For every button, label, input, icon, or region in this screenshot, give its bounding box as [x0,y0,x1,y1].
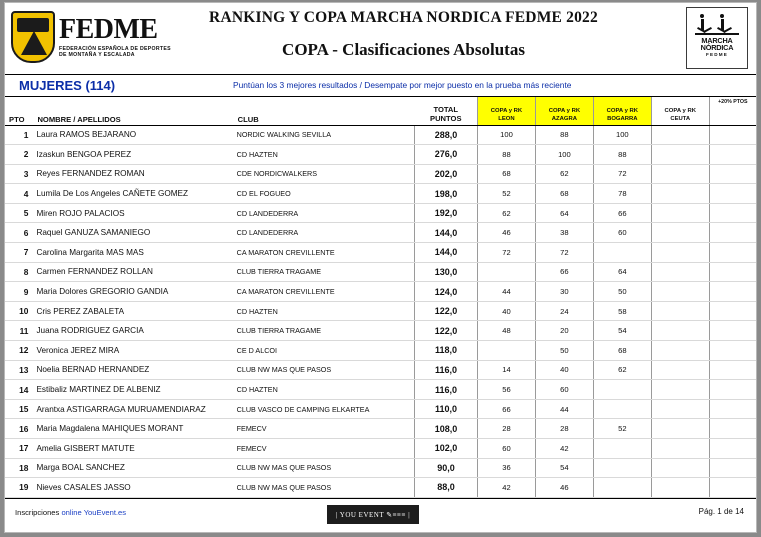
col-header-bonus: +20% PTOS [709,97,756,125]
marcha-nordica-logo [686,7,748,69]
row-bonus-points [709,478,756,498]
row-position: 19 [5,478,33,498]
row-bonus-points [709,282,756,302]
col-header-event-1 [478,97,536,125]
row-event-2-points: 30 [535,282,593,302]
row-event-3-points: 50 [593,282,651,302]
table-row [5,243,756,263]
table-row [5,321,756,341]
row-event-1-points: 42 [478,478,536,498]
row-club: CE D ALCOI [234,341,415,361]
row-position: 10 [5,301,33,321]
table-row [5,125,756,145]
event-2-line1: COPA y RK [548,107,581,114]
row-total-points: 192,0 [415,203,478,223]
col-header-total [415,97,478,125]
category-label: MUJERES (114) [19,78,116,93]
row-total-points: 116,0 [415,360,478,380]
row-event-3-points: 62 [593,360,651,380]
category-band [5,75,756,97]
row-bonus-points [709,399,756,419]
row-club: CLUB NW MAS QUE PASOS [234,458,415,478]
results-table [5,97,756,498]
row-bonus-points [709,145,756,165]
row-club: CD EL FOGUEO [234,184,415,204]
row-event-1-points: 68 [478,164,536,184]
row-event-4-points [651,223,709,243]
row-event-2-points: 42 [535,439,593,459]
row-total-points: 130,0 [415,262,478,282]
document-header [5,3,756,75]
col-header-club: CLUB [234,97,415,125]
row-event-2-points: 46 [535,478,593,498]
row-athlete-name: Laura RAMOS BEJARANO [33,125,233,145]
row-event-4-points [651,360,709,380]
row-event-3-points [593,478,651,498]
row-event-2-points: 64 [535,203,593,223]
mn-line1: MARCHA [701,36,733,45]
row-total-points: 116,0 [415,380,478,400]
page-number: Pág. 1 de 14 [698,507,744,516]
row-club: CLUB NW MAS QUE PASOS [234,360,415,380]
table-row [5,223,756,243]
row-position: 13 [5,360,33,380]
row-club: CA MARATON CREVILLENTE [234,282,415,302]
mn-line2: NÓRDICA [700,43,734,53]
row-club: CA MARATON CREVILLENTE [234,243,415,263]
row-event-4-points [651,243,709,263]
row-event-1-points: 56 [478,380,536,400]
row-athlete-name: Amelia GISBERT MATUTE [33,439,233,459]
row-bonus-points [709,243,756,263]
table-row [5,360,756,380]
row-event-2-points: 20 [535,321,593,341]
row-event-1-points: 66 [478,399,536,419]
row-position: 3 [5,164,33,184]
row-event-2-points: 54 [535,458,593,478]
row-total-points: 144,0 [415,243,478,263]
row-athlete-name: Carolina Margarita MAS MAS [33,243,233,263]
row-bonus-points [709,360,756,380]
row-total-points: 198,0 [415,184,478,204]
row-total-points: 118,0 [415,341,478,361]
table-row [5,439,756,459]
row-event-1-points [478,341,536,361]
row-event-1-points [478,262,536,282]
row-event-4-points [651,262,709,282]
row-bonus-points [709,439,756,459]
row-position: 12 [5,341,33,361]
results-table-wrapper [5,97,756,498]
row-bonus-points [709,203,756,223]
row-event-4-points [651,125,709,145]
row-athlete-name: Maria Magdalena MAHIQUES MORANT [33,419,233,439]
row-event-2-points: 60 [535,380,593,400]
row-event-1-points: 36 [478,458,536,478]
row-club: FEMECV [234,419,415,439]
row-event-3-points: 68 [593,341,651,361]
row-athlete-name: Raquel GANUZA SAMANIEGO [33,223,233,243]
row-athlete-name: Arantxa ASTIGARRAGA MURUAMENDIARAZ [33,399,233,419]
row-position: 11 [5,321,33,341]
row-event-4-points [651,164,709,184]
row-event-3-points: 66 [593,203,651,223]
table-header-row [5,97,756,125]
table-row [5,341,756,361]
row-event-4-points [651,478,709,498]
row-event-4-points [651,419,709,439]
table-row [5,380,756,400]
row-event-4-points [651,399,709,419]
row-event-1-points: 14 [478,360,536,380]
event-1-line2: LEON [498,115,515,122]
marcha-nordica-wordmark [701,37,734,58]
row-club: CLUB TIERRA TRAGAME [234,262,415,282]
table-row [5,419,756,439]
fedme-wordmark: FEDME [59,14,158,45]
col-header-total-line2: PUNTOS [430,114,462,124]
col-header-name: NOMBRE / APELLIDOS [33,97,233,125]
row-event-3-points: 58 [593,301,651,321]
fedme-logo-subtitle: FEDERACIÓN ESPAÑOLA DE DEPORTES DE MONTAÑA Y ESCALADA [59,46,171,58]
event-3-line1: COPA y RK [606,107,639,114]
row-total-points: 276,0 [415,145,478,165]
col-header-event-4 [651,97,709,125]
row-event-3-points: 60 [593,223,651,243]
row-event-3-points [593,380,651,400]
row-event-3-points [593,458,651,478]
row-athlete-name: Lumila De Los Angeles CAÑETE GOMEZ [33,184,233,204]
row-bonus-points [709,321,756,341]
row-event-2-points: 100 [535,145,593,165]
row-club: CD LANDEDERRA [234,203,415,223]
row-event-3-points: 88 [593,145,651,165]
row-event-4-points [651,439,709,459]
row-club: CD HAZTEN [234,301,415,321]
header-titles [181,9,626,60]
row-position: 2 [5,145,33,165]
row-athlete-name: Cris PEREZ ZABALETA [33,301,233,321]
row-event-3-points: 52 [593,419,651,439]
table-row [5,282,756,302]
row-event-1-points: 72 [478,243,536,263]
row-club: CLUB NW MAS QUE PASOS [234,478,415,498]
row-event-3-points: 78 [593,184,651,204]
row-event-2-points: 66 [535,262,593,282]
row-event-1-points: 52 [478,184,536,204]
row-event-4-points [651,184,709,204]
col-header-total-line1: TOTAL [433,104,459,114]
row-event-1-points: 44 [478,282,536,302]
footer-inscriptions [15,508,126,517]
row-athlete-name: Maria Dolores GREGORIO GANDIA [33,282,233,302]
youevent-badge: | YOU EVENT ✎≡≡≡ | [327,505,419,524]
row-event-1-points: 48 [478,321,536,341]
row-athlete-name: Juana RODRIGUEZ GARCIA [33,321,233,341]
row-bonus-points [709,262,756,282]
row-event-2-points: 44 [535,399,593,419]
row-event-4-points [651,321,709,341]
table-row [5,164,756,184]
row-club: CD HAZTEN [234,145,415,165]
row-athlete-name: Izaskun BENGOA PEREZ [33,145,233,165]
row-event-2-points: 38 [535,223,593,243]
fedme-logo [11,7,171,67]
row-total-points: 144,0 [415,223,478,243]
row-event-2-points: 28 [535,419,593,439]
row-total-points: 122,0 [415,301,478,321]
row-event-3-points: 54 [593,321,651,341]
row-athlete-name: Estibaliz MARTINEZ DE ALBENIZ [33,380,233,400]
document-page [4,2,757,533]
row-athlete-name: Carmen FERNANDEZ ROLLAN [33,262,233,282]
document-subtitle: COPA - Clasificaciones Absolutas [282,40,525,59]
document-footer [5,498,756,532]
row-club: CD LANDEDERRA [234,223,415,243]
event-4-line1: COPA y RK [664,107,696,114]
row-bonus-points [709,164,756,184]
row-bonus-points [709,458,756,478]
row-event-1-points: 46 [478,223,536,243]
row-club: FEMECV [234,439,415,459]
row-bonus-points [709,184,756,204]
row-position: 9 [5,282,33,302]
row-event-3-points: 100 [593,125,651,145]
row-event-4-points [651,301,709,321]
row-event-1-points: 62 [478,203,536,223]
row-total-points: 202,0 [415,164,478,184]
row-event-2-points: 24 [535,301,593,321]
event-4-line2: CEUTA [670,115,691,122]
row-position: 7 [5,243,33,263]
row-bonus-points [709,380,756,400]
row-total-points: 288,0 [415,125,478,145]
col-header-event-2 [535,97,593,125]
row-total-points: 108,0 [415,419,478,439]
row-event-4-points [651,380,709,400]
row-event-4-points [651,203,709,223]
row-club: CLUB TIERRA TRAGAME [234,321,415,341]
youevent-link[interactable]: online YouEvent.es [61,508,127,517]
event-1-line1: COPA y RK [490,107,523,114]
mn-fedme-label: FEDME [705,51,729,57]
table-body [5,125,756,497]
row-club: CD HAZTEN [234,380,415,400]
row-club: NORDIC WALKING SEVILLA [234,125,415,145]
table-row [5,458,756,478]
row-bonus-points [709,223,756,243]
row-event-4-points [651,341,709,361]
row-event-2-points: 62 [535,164,593,184]
row-position: 6 [5,223,33,243]
row-event-1-points: 88 [478,145,536,165]
row-bonus-points [709,125,756,145]
row-athlete-name: Miren ROJO PALACIOS [33,203,233,223]
row-event-4-points [651,458,709,478]
table-row [5,399,756,419]
row-total-points: 90,0 [415,458,478,478]
row-club: CDE NORDICWALKERS [234,164,415,184]
row-event-4-points [651,282,709,302]
table-row [5,478,756,498]
row-total-points: 124,0 [415,282,478,302]
row-event-3-points: 64 [593,262,651,282]
row-position: 18 [5,458,33,478]
row-total-points: 122,0 [415,321,478,341]
row-position: 15 [5,399,33,419]
col-header-pto: PTO [5,97,33,125]
row-athlete-name: Marga BOAL SANCHEZ [33,458,233,478]
row-athlete-name: Noelia BERNAD HERNANDEZ [33,360,233,380]
row-event-1-points: 28 [478,419,536,439]
document-title: RANKING Y COPA MARCHA NORDICA FEDME 2022 [209,9,598,26]
table-row [5,203,756,223]
row-athlete-name: Veronica JEREZ MIRA [33,341,233,361]
row-event-3-points [593,439,651,459]
row-bonus-points [709,419,756,439]
row-event-2-points: 72 [535,243,593,263]
row-event-2-points: 68 [535,184,593,204]
row-club: CLUB VASCO DE CAMPING ELKARTEA [234,399,415,419]
row-bonus-points [709,341,756,361]
row-position: 4 [5,184,33,204]
footer-text-prefix: Inscripciones [15,508,60,517]
row-athlete-name: Nieves CASALES JASSO [33,478,233,498]
table-row [5,145,756,165]
event-3-line2: BOGARRA [607,115,638,122]
row-event-3-points: 72 [593,164,651,184]
row-athlete-name: Reyes FERNANDEZ ROMAN [33,164,233,184]
row-event-1-points: 60 [478,439,536,459]
table-head [5,97,756,125]
row-position: 5 [5,203,33,223]
row-position: 1 [5,125,33,145]
row-position: 16 [5,419,33,439]
table-row [5,184,756,204]
row-event-2-points: 40 [535,360,593,380]
table-row [5,301,756,321]
fedme-shield-icon [11,11,55,63]
row-position: 8 [5,262,33,282]
row-total-points: 88,0 [415,478,478,498]
row-event-3-points [593,399,651,419]
nordic-walker-icon [694,11,740,37]
row-total-points: 110,0 [415,399,478,419]
row-bonus-points [709,301,756,321]
table-row [5,262,756,282]
row-event-3-points [593,243,651,263]
col-header-event-3 [593,97,651,125]
event-2-line2: AZAGRA [551,115,577,122]
row-position: 17 [5,439,33,459]
row-event-4-points [651,145,709,165]
row-position: 14 [5,380,33,400]
row-event-2-points: 88 [535,125,593,145]
row-total-points: 102,0 [415,439,478,459]
row-event-1-points: 40 [478,301,536,321]
row-event-2-points: 50 [535,341,593,361]
row-event-1-points: 100 [478,125,536,145]
scoring-rule-note: Puntúan los 3 mejores resultados / Desempate por mejor puesto en la prueba más reciente [233,80,572,90]
